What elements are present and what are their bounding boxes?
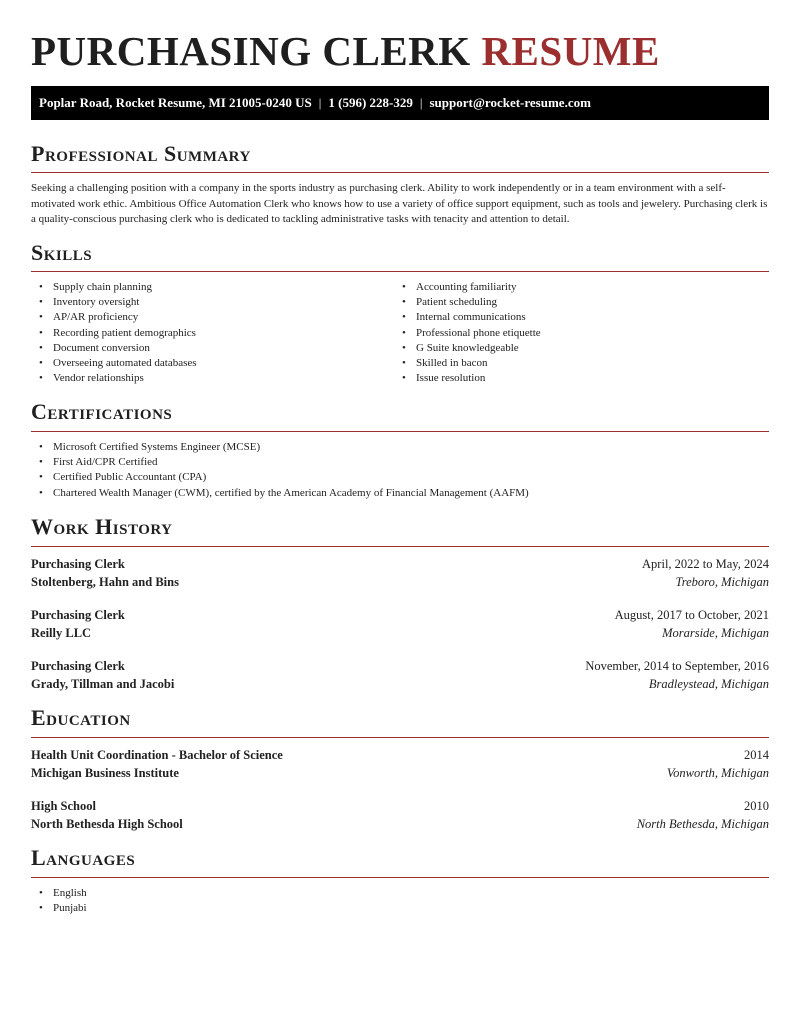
section-divider [31,172,769,173]
title-main: PURCHASING CLERK [31,28,471,74]
job-location: Morarside, Michigan [662,626,769,640]
resume-title [31,28,660,74]
skill-item: • Inventory oversight [31,295,197,310]
skill-item: • Supply chain planning [31,280,197,295]
contact-address: Poplar Road, Rocket Resume, MI 21005-0240 US [39,95,312,110]
certification-item: • Certified Public Accountant (CPA) [31,470,529,485]
summary-text: Seeking a challenging position with a company in the sports industry as purchasing clerk. Ability to work independently or in a team environment with a self-motivated work ethic. Ambitious Office Automation Clerk who knows how to use a variety of office support equipment, such as tools and jewelery. Purchasing clerk is a quality-conscious purchasing clerk who is dedicated to tackling administrative tasks with tenacity and attention to detail. [31,182,768,225]
skill-item: • Accounting familiarity [394,280,541,295]
graduation-year: 2014 [744,748,769,762]
job-dates: April, 2022 to May, 2024 [642,557,769,571]
contact-email: support@rocket-resume.com [429,95,591,110]
skill-item: • Document conversion [31,341,197,356]
contact-bar [31,86,769,120]
title-accent: RESUME [481,28,660,74]
certifications-list [31,440,529,501]
graduation-year: 2010 [744,799,769,813]
company-name: Reilly LLC [31,626,92,640]
job-title: Purchasing Clerk [31,608,125,622]
skill-item: • Recording patient demographics [31,326,197,341]
skill-item: • G Suite knowledgeable [394,341,541,356]
school-location: Vonworth, Michigan [666,766,769,780]
skill-item: • Overseeing automated databases [31,356,197,371]
skill-item: • Issue resolution [394,371,541,386]
contact-phone: 1 (596) 228-329 [328,95,413,110]
school-location: North Bethesda, Michigan [636,817,769,831]
skills-list-left [31,280,197,386]
school-name: Michigan Business Institute [31,766,179,780]
company-name: Stoltenberg, Hahn and Bins [31,575,179,589]
skill-item: • Patient scheduling [394,295,541,310]
section-divider [31,271,769,272]
skill-item: • Internal communications [394,310,541,325]
language-item: • Punjabi [31,901,87,916]
degree-name: Health Unit Coordination - Bachelor of Science [31,748,283,762]
section-title-education: Education [31,705,131,730]
skill-item: • Professional phone etiquette [394,326,541,341]
skill-item: • AP/AR proficiency [31,310,197,325]
skill-item: • Skilled in bacon [394,356,541,371]
work-entry [31,606,769,646]
section-title-summary: Professional Summary [31,141,251,166]
job-location: Treboro, Michigan [675,575,769,589]
language-item: • English [31,886,87,901]
section-title-certifications: Certifications [31,399,173,424]
section-title-work-history: Work History [31,514,173,539]
contact-separator: | [419,95,423,110]
certification-item: • First Aid/CPR Certified [31,455,529,470]
company-name: Grady, Tillman and Jacobi [31,677,175,691]
certification-item: • Chartered Wealth Manager (CWM), certified by the American Academy of Financial Management (AAFM) [31,486,529,501]
section-divider [31,877,769,878]
degree-name: High School [31,799,96,813]
section-divider [31,546,769,547]
job-dates: August, 2017 to October, 2021 [614,608,769,622]
job-dates: November, 2014 to September, 2016 [585,659,769,673]
job-title: Purchasing Clerk [31,659,125,673]
section-title-skills: Skills [31,240,93,265]
skill-item: • Vendor relationships [31,371,197,386]
certification-item: • Microsoft Certified Systems Engineer (MCSE) [31,440,529,455]
work-entry [31,555,769,595]
education-entry [31,797,769,837]
job-title: Purchasing Clerk [31,557,125,571]
section-divider [31,737,769,738]
education-entry [31,746,769,786]
languages-list [31,886,87,916]
contact-separator: | [318,95,322,110]
school-name: North Bethesda High School [31,817,183,831]
job-location: Bradleystead, Michigan [648,677,769,691]
work-entry [31,657,769,697]
section-title-languages: Languages [31,845,136,870]
skills-list-right [394,280,541,386]
section-divider [31,431,769,432]
